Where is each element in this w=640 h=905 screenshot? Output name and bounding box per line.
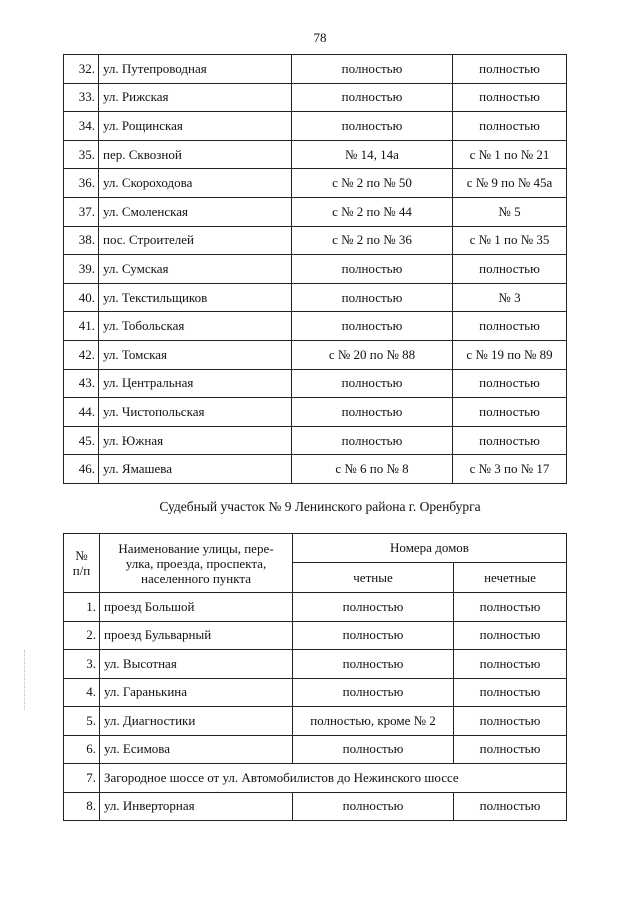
odd-numbers: полностью (453, 112, 567, 141)
even-numbers: полностью (293, 735, 454, 764)
street-name: ул. Есимова (100, 735, 293, 764)
court-district-9-table (63, 533, 567, 821)
street-name: ул. Сумская (99, 255, 292, 284)
street-description: Загородное шоссе от ул. Автомобилистов до Нежинского шоссе (100, 764, 567, 793)
street-name: ул. Ямашева (99, 455, 292, 484)
even-numbers: полностью (293, 792, 454, 821)
header-row-top (64, 534, 567, 563)
even-numbers: с № 20 по № 88 (292, 340, 453, 369)
table-row (64, 83, 567, 112)
table-row (64, 140, 567, 169)
table-row (64, 621, 567, 650)
row-number: 38. (64, 226, 99, 255)
table-row (64, 283, 567, 312)
table-row (64, 340, 567, 369)
odd-numbers: с № 3 по № 17 (453, 455, 567, 484)
row-number: 39. (64, 255, 99, 284)
even-numbers: полностью (292, 112, 453, 141)
street-name: ул. Тобольская (99, 312, 292, 341)
section-title: Судебный участок № 9 Ленинского района г. Оренбурга (159, 499, 481, 514)
header-even: четные (293, 563, 454, 593)
header-name-line2: улка, проезда, проспекта, (125, 555, 267, 571)
table-row (64, 764, 567, 793)
header-name-line1: Наименование улицы, пере- (118, 540, 274, 556)
row-number: 33. (64, 83, 99, 112)
odd-numbers: полностью (453, 398, 567, 427)
street-name: ул. Южная (99, 426, 292, 455)
odd-numbers: с № 19 по № 89 (453, 340, 567, 369)
header-name-line3: населенного пункта (140, 570, 252, 586)
odd-numbers: полностью (454, 735, 567, 764)
table-row (64, 255, 567, 284)
row-number: 36. (64, 169, 99, 198)
header-number-line2: п/п (72, 563, 91, 578)
street-name: ул. Рощинская (99, 112, 292, 141)
page-number: 78 (313, 30, 327, 45)
odd-numbers: № 5 (453, 197, 567, 226)
row-number: 42. (64, 340, 99, 369)
row-number: 3. (64, 650, 100, 679)
odd-numbers: полностью (453, 55, 567, 84)
street-name: проезд Большой (100, 593, 293, 622)
even-numbers: полностью (292, 398, 453, 427)
even-numbers: полностью, кроме № 2 (293, 707, 454, 736)
table-row (64, 369, 567, 398)
table-row (64, 650, 567, 679)
table-row (64, 707, 567, 736)
header-street-name (100, 534, 293, 593)
street-name: ул. Смоленская (99, 197, 292, 226)
table-row (64, 312, 567, 341)
odd-numbers: полностью (454, 621, 567, 650)
even-numbers: с № 2 по № 44 (292, 197, 453, 226)
odd-numbers: № 3 (453, 283, 567, 312)
street-name: ул. Томская (99, 340, 292, 369)
table-row (64, 792, 567, 821)
odd-numbers: с № 1 по № 35 (453, 226, 567, 255)
row-number: 4. (64, 678, 100, 707)
row-number: 7. (64, 764, 100, 793)
header-number-line1: № (75, 548, 88, 563)
odd-numbers: полностью (454, 792, 567, 821)
table-row (64, 226, 567, 255)
street-name: пос. Строителей (99, 226, 292, 255)
street-name: ул. Чистопольская (99, 398, 292, 427)
street-name: ул. Текстильщиков (99, 283, 292, 312)
streets-table-continued (63, 54, 567, 484)
row-number: 1. (64, 593, 100, 622)
even-numbers: полностью (292, 426, 453, 455)
row-number: 2. (64, 621, 100, 650)
court-table-body (64, 593, 567, 821)
row-number: 37. (64, 197, 99, 226)
even-numbers: № 14, 14а (292, 140, 453, 169)
streets-table-body (64, 55, 567, 484)
even-numbers: полностью (292, 83, 453, 112)
table-row (64, 112, 567, 141)
table-row (64, 593, 567, 622)
street-name: ул. Высотная (100, 650, 293, 679)
table-row (64, 678, 567, 707)
street-name: ул. Центральная (99, 369, 292, 398)
table-row (64, 426, 567, 455)
even-numbers: полностью (292, 55, 453, 84)
row-number: 8. (64, 792, 100, 821)
row-number: 32. (64, 55, 99, 84)
odd-numbers: полностью (454, 593, 567, 622)
street-name: ул. Рижская (99, 83, 292, 112)
even-numbers: полностью (292, 283, 453, 312)
street-name: ул. Диагностики (100, 707, 293, 736)
even-numbers: полностью (293, 678, 454, 707)
street-name: проезд Бульварный (100, 621, 293, 650)
row-number: 5. (64, 707, 100, 736)
even-numbers: с № 2 по № 36 (292, 226, 453, 255)
even-numbers: полностью (293, 650, 454, 679)
odd-numbers: полностью (453, 426, 567, 455)
table-row (64, 735, 567, 764)
odd-numbers: полностью (453, 312, 567, 341)
even-numbers: полностью (292, 369, 453, 398)
even-numbers: полностью (292, 255, 453, 284)
row-number: 43. (64, 369, 99, 398)
even-numbers: с № 2 по № 50 (292, 169, 453, 198)
odd-numbers: полностью (453, 369, 567, 398)
even-numbers: полностью (293, 593, 454, 622)
row-number: 6. (64, 735, 100, 764)
header-house-numbers: Номера домов (293, 534, 567, 563)
street-name: пер. Сквозной (99, 140, 292, 169)
row-number: 35. (64, 140, 99, 169)
table-row (64, 197, 567, 226)
odd-numbers: с № 1 по № 21 (453, 140, 567, 169)
row-number: 41. (64, 312, 99, 341)
row-number: 44. (64, 398, 99, 427)
table-row (64, 169, 567, 198)
header-number (64, 534, 100, 593)
margin-mark (24, 650, 28, 710)
odd-numbers: полностью (454, 707, 567, 736)
street-name: ул. Инверторная (100, 792, 293, 821)
odd-numbers: полностью (453, 83, 567, 112)
table-header (64, 534, 567, 593)
row-number: 34. (64, 112, 99, 141)
row-number: 46. (64, 455, 99, 484)
even-numbers: с № 6 по № 8 (292, 455, 453, 484)
table-row (64, 398, 567, 427)
row-number: 45. (64, 426, 99, 455)
street-name: ул. Путепроводная (99, 55, 292, 84)
header-odd: нечетные (454, 563, 567, 593)
even-numbers: полностью (293, 621, 454, 650)
street-name: ул. Скороходова (99, 169, 292, 198)
street-name: ул. Гаранькина (100, 678, 293, 707)
odd-numbers: полностью (453, 255, 567, 284)
even-numbers: полностью (292, 312, 453, 341)
odd-numbers: полностью (454, 678, 567, 707)
odd-numbers: с № 9 по № 45а (453, 169, 567, 198)
odd-numbers: полностью (454, 650, 567, 679)
table-row (64, 455, 567, 484)
table-row (64, 55, 567, 84)
row-number: 40. (64, 283, 99, 312)
